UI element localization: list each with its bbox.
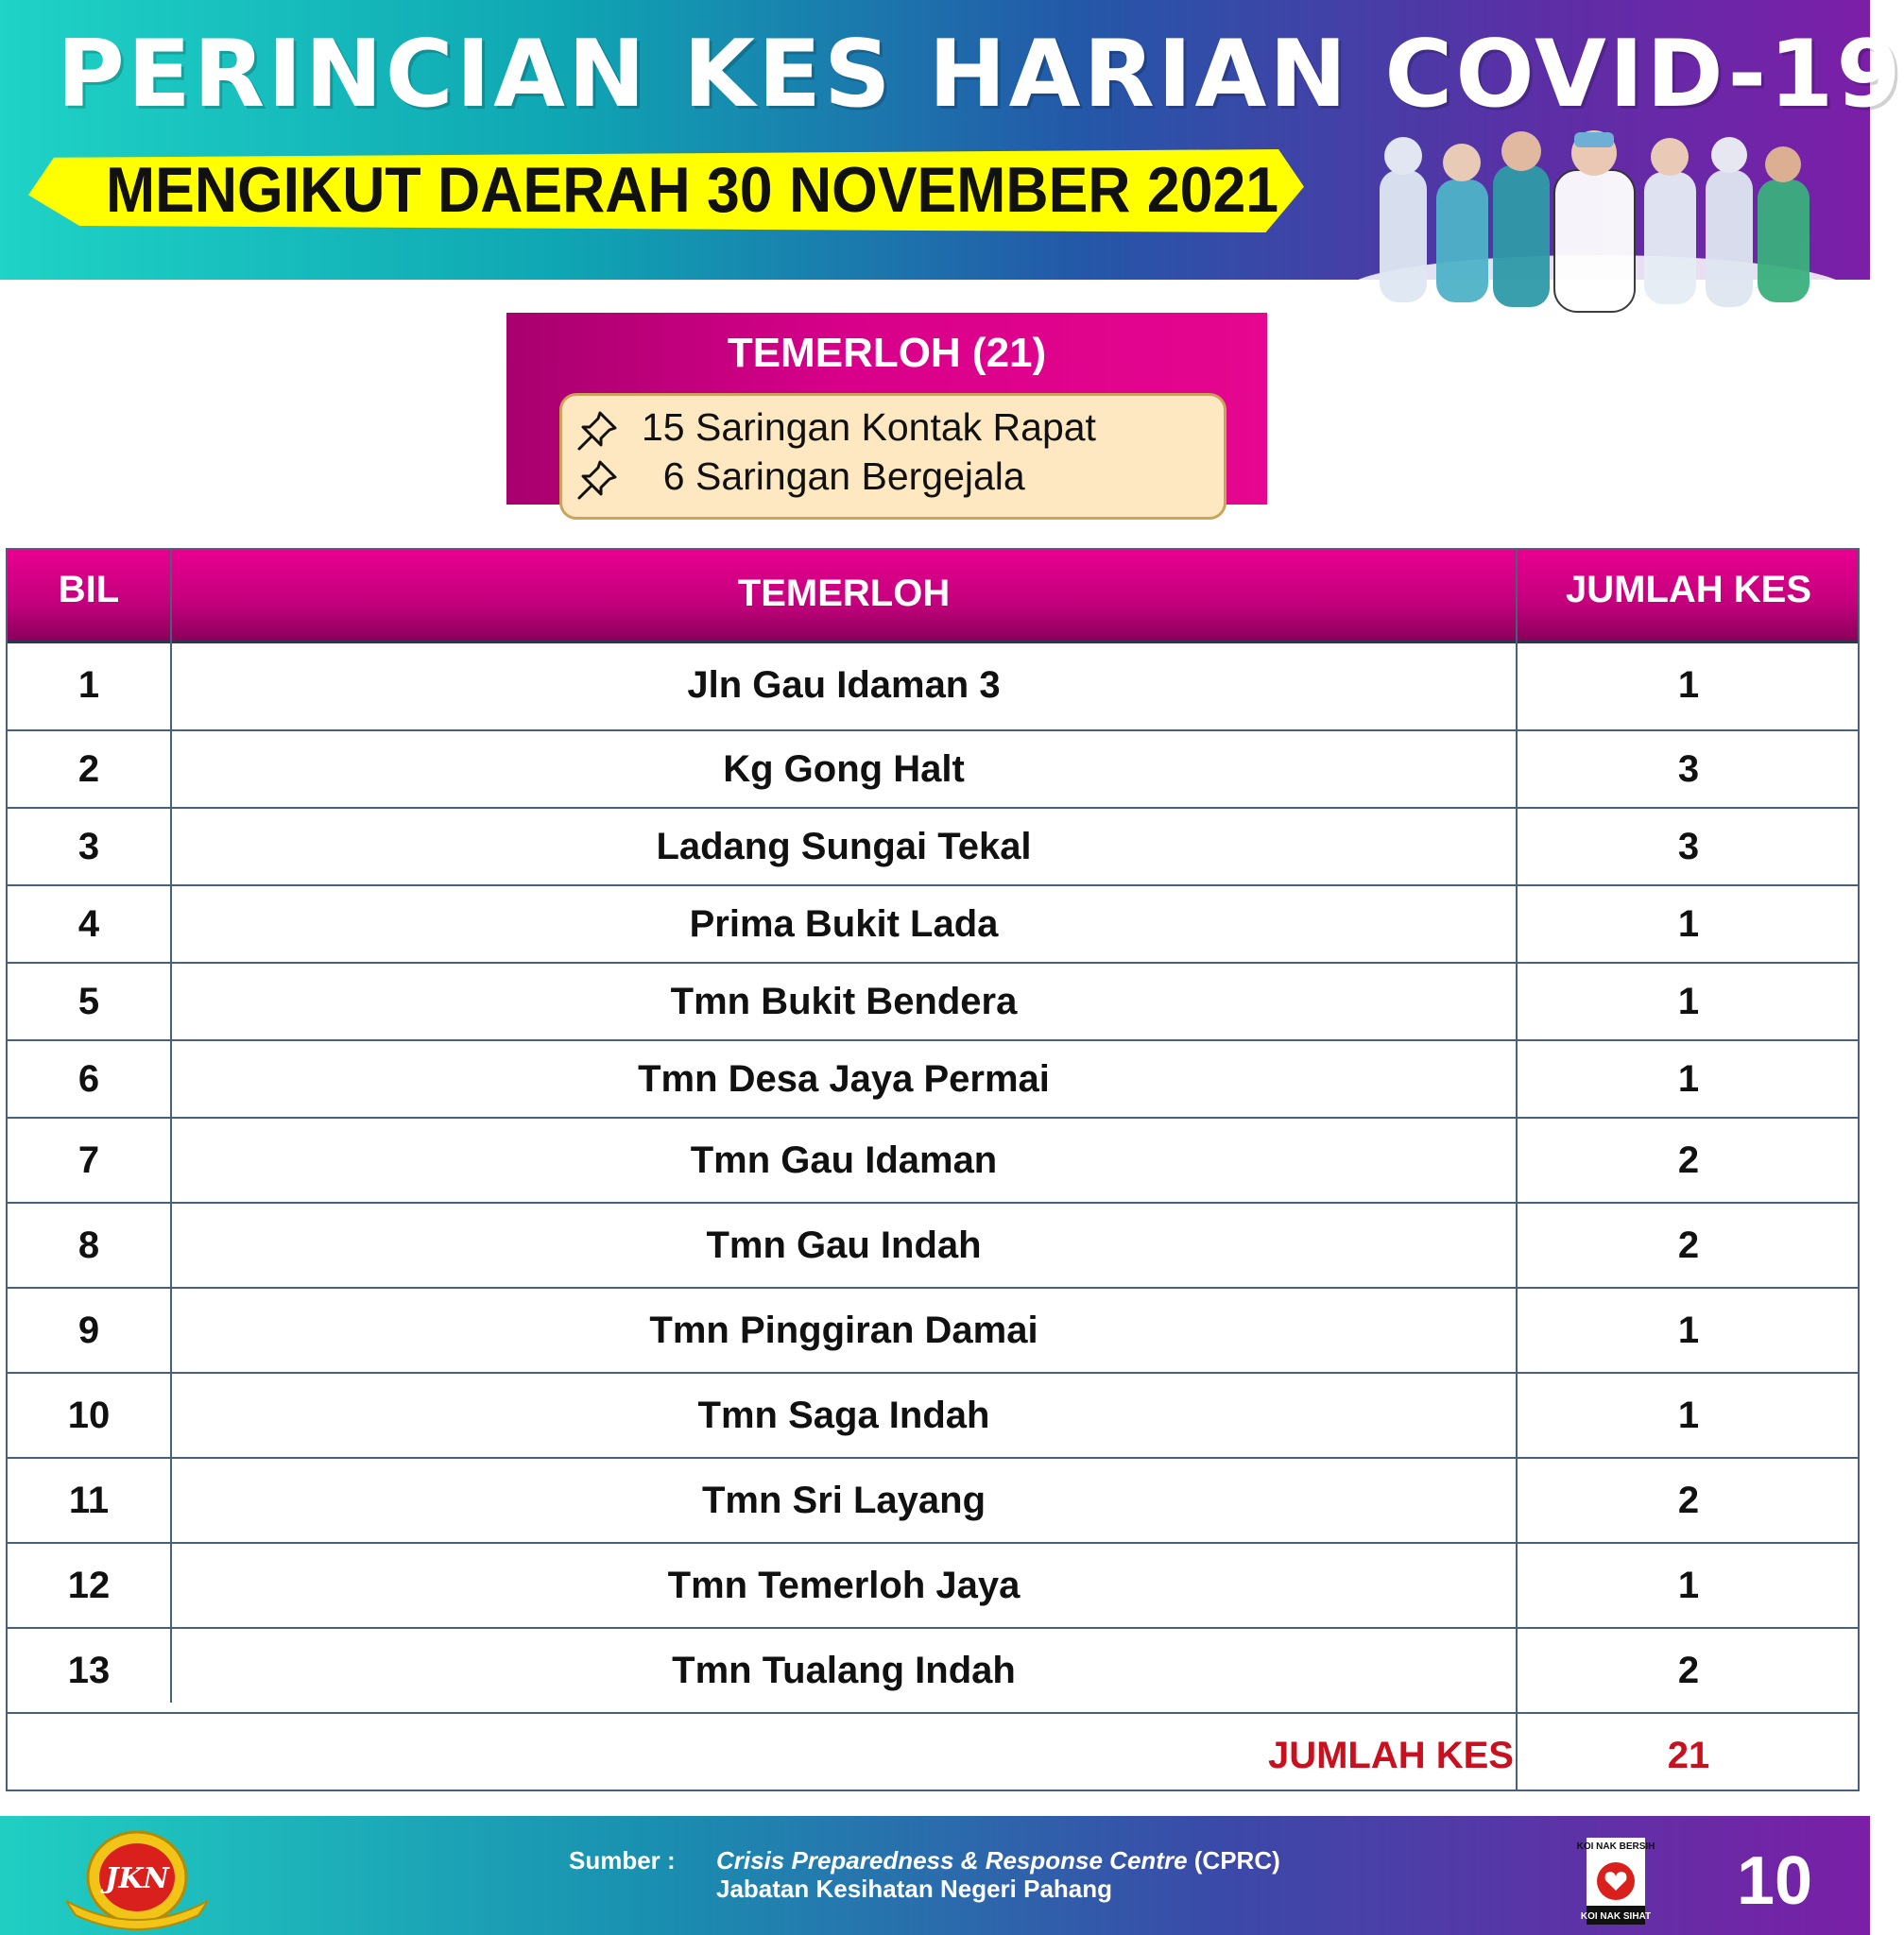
logo-text: JKN xyxy=(105,1862,169,1895)
row-case-count: 1 xyxy=(1677,663,1700,706)
row-case-count: 1 xyxy=(1677,1309,1700,1351)
row-case-count: 1 xyxy=(1677,1564,1700,1606)
table-row xyxy=(8,964,1858,1041)
column-divider xyxy=(1516,550,1518,1789)
row-number: 7 xyxy=(77,1139,100,1181)
table-row xyxy=(8,809,1858,886)
row-location: Jln Gau Idaman 3 xyxy=(687,663,1001,706)
row-number: 12 xyxy=(67,1564,111,1606)
table-row xyxy=(8,1629,1858,1714)
row-case-count: 2 xyxy=(1677,1479,1700,1521)
table-row xyxy=(8,1041,1858,1119)
row-case-count: 3 xyxy=(1677,747,1700,790)
table-row xyxy=(8,1459,1858,1544)
source-organisation: Crisis Preparedness & Response Centre xyxy=(716,1846,1188,1875)
row-number: 13 xyxy=(67,1649,111,1691)
row-location: Tmn Gau Idaman xyxy=(690,1139,998,1181)
table-header xyxy=(8,550,1858,643)
table-row xyxy=(8,731,1858,809)
row-location: Tmn Sri Layang xyxy=(701,1479,986,1521)
row-number: 3 xyxy=(77,825,100,867)
row-number: 10 xyxy=(67,1394,111,1436)
cases-table xyxy=(6,548,1860,1791)
row-case-count: 2 xyxy=(1677,1139,1700,1181)
summary-line-text: 15 Saringan Kontak Rapat xyxy=(642,405,1096,449)
row-location: Tmn Temerloh Jaya xyxy=(667,1564,1021,1606)
koi-nak-sihat-badge xyxy=(1576,1838,1655,1925)
summary-line-text: 6 Saringan Bergejala xyxy=(642,454,1025,498)
row-location: Prima Bukit Lada xyxy=(689,902,999,945)
column-header-bil: BIL xyxy=(58,569,120,610)
table-row xyxy=(8,1289,1858,1374)
table-row xyxy=(8,641,1858,731)
source-line-1 xyxy=(716,1846,1280,1875)
row-number: 4 xyxy=(77,902,100,945)
source-label: Sumber : xyxy=(569,1846,676,1875)
table-row xyxy=(8,1544,1858,1629)
badge-top-text: KOI NAK BERSIH xyxy=(1576,1841,1655,1852)
summary-details-panel xyxy=(559,393,1226,520)
table-row xyxy=(8,1374,1858,1459)
pushpin-icon xyxy=(575,458,619,502)
badge-bottom-text: KOI NAK SIHAT xyxy=(1580,1911,1652,1922)
row-location: Tmn Bukit Bendera xyxy=(670,980,1018,1022)
page-number: 10 xyxy=(1737,1843,1813,1919)
row-number: 5 xyxy=(77,980,100,1022)
row-location: Tmn Gau Indah xyxy=(706,1224,982,1266)
table-row xyxy=(8,886,1858,964)
total-label: JUMLAH KES xyxy=(1267,1734,1514,1776)
total-value: 21 xyxy=(1667,1734,1710,1776)
row-case-count: 1 xyxy=(1677,902,1700,945)
district-summary-title: TEMERLOH (21) xyxy=(727,330,1047,376)
row-location: Ladang Sungai Tekal xyxy=(656,825,1032,867)
jkn-logo xyxy=(57,1825,217,1929)
row-location: Tmn Saga Indah xyxy=(697,1394,990,1436)
page-title: PERINCIAN KES HARIAN COVID-19 xyxy=(57,21,1904,128)
row-case-count: 2 xyxy=(1677,1649,1700,1691)
row-number: 8 xyxy=(77,1224,100,1266)
row-number: 1 xyxy=(77,663,100,706)
row-location: Tmn Pinggiran Damai xyxy=(649,1309,1038,1351)
column-header-cases: JUMLAH KES xyxy=(1565,569,1812,610)
row-case-count: 1 xyxy=(1677,1394,1700,1436)
health-workers-illustration xyxy=(1342,113,1852,312)
table-row xyxy=(8,1119,1858,1204)
source-line-2: Jabatan Kesihatan Negeri Pahang xyxy=(716,1875,1113,1903)
total-row xyxy=(8,1714,1858,1797)
row-location: Kg Gong Halt xyxy=(723,747,965,790)
summary-line-symptomatic xyxy=(562,454,1224,502)
row-case-count: 2 xyxy=(1677,1224,1700,1266)
row-number: 11 xyxy=(68,1479,110,1521)
row-case-count: 1 xyxy=(1677,1057,1700,1100)
row-number: 6 xyxy=(77,1057,100,1100)
column-divider xyxy=(170,550,172,1703)
row-case-count: 3 xyxy=(1677,825,1700,867)
summary-line-close-contact xyxy=(562,405,1224,453)
row-location: Tmn Tualang Indah xyxy=(672,1649,1016,1691)
row-number: 9 xyxy=(77,1309,100,1351)
page-subtitle: MENGIKUT DAERAH 30 NOVEMBER 2021 xyxy=(106,154,1279,226)
row-number: 2 xyxy=(77,747,100,790)
column-header-location: TEMERLOH xyxy=(737,573,951,614)
pushpin-icon xyxy=(575,409,619,453)
row-location: Tmn Desa Jaya Permai xyxy=(638,1057,1050,1100)
source-abbreviation: (CPRC) xyxy=(1187,1846,1280,1875)
row-case-count: 1 xyxy=(1677,980,1700,1022)
table-row xyxy=(8,1204,1858,1289)
